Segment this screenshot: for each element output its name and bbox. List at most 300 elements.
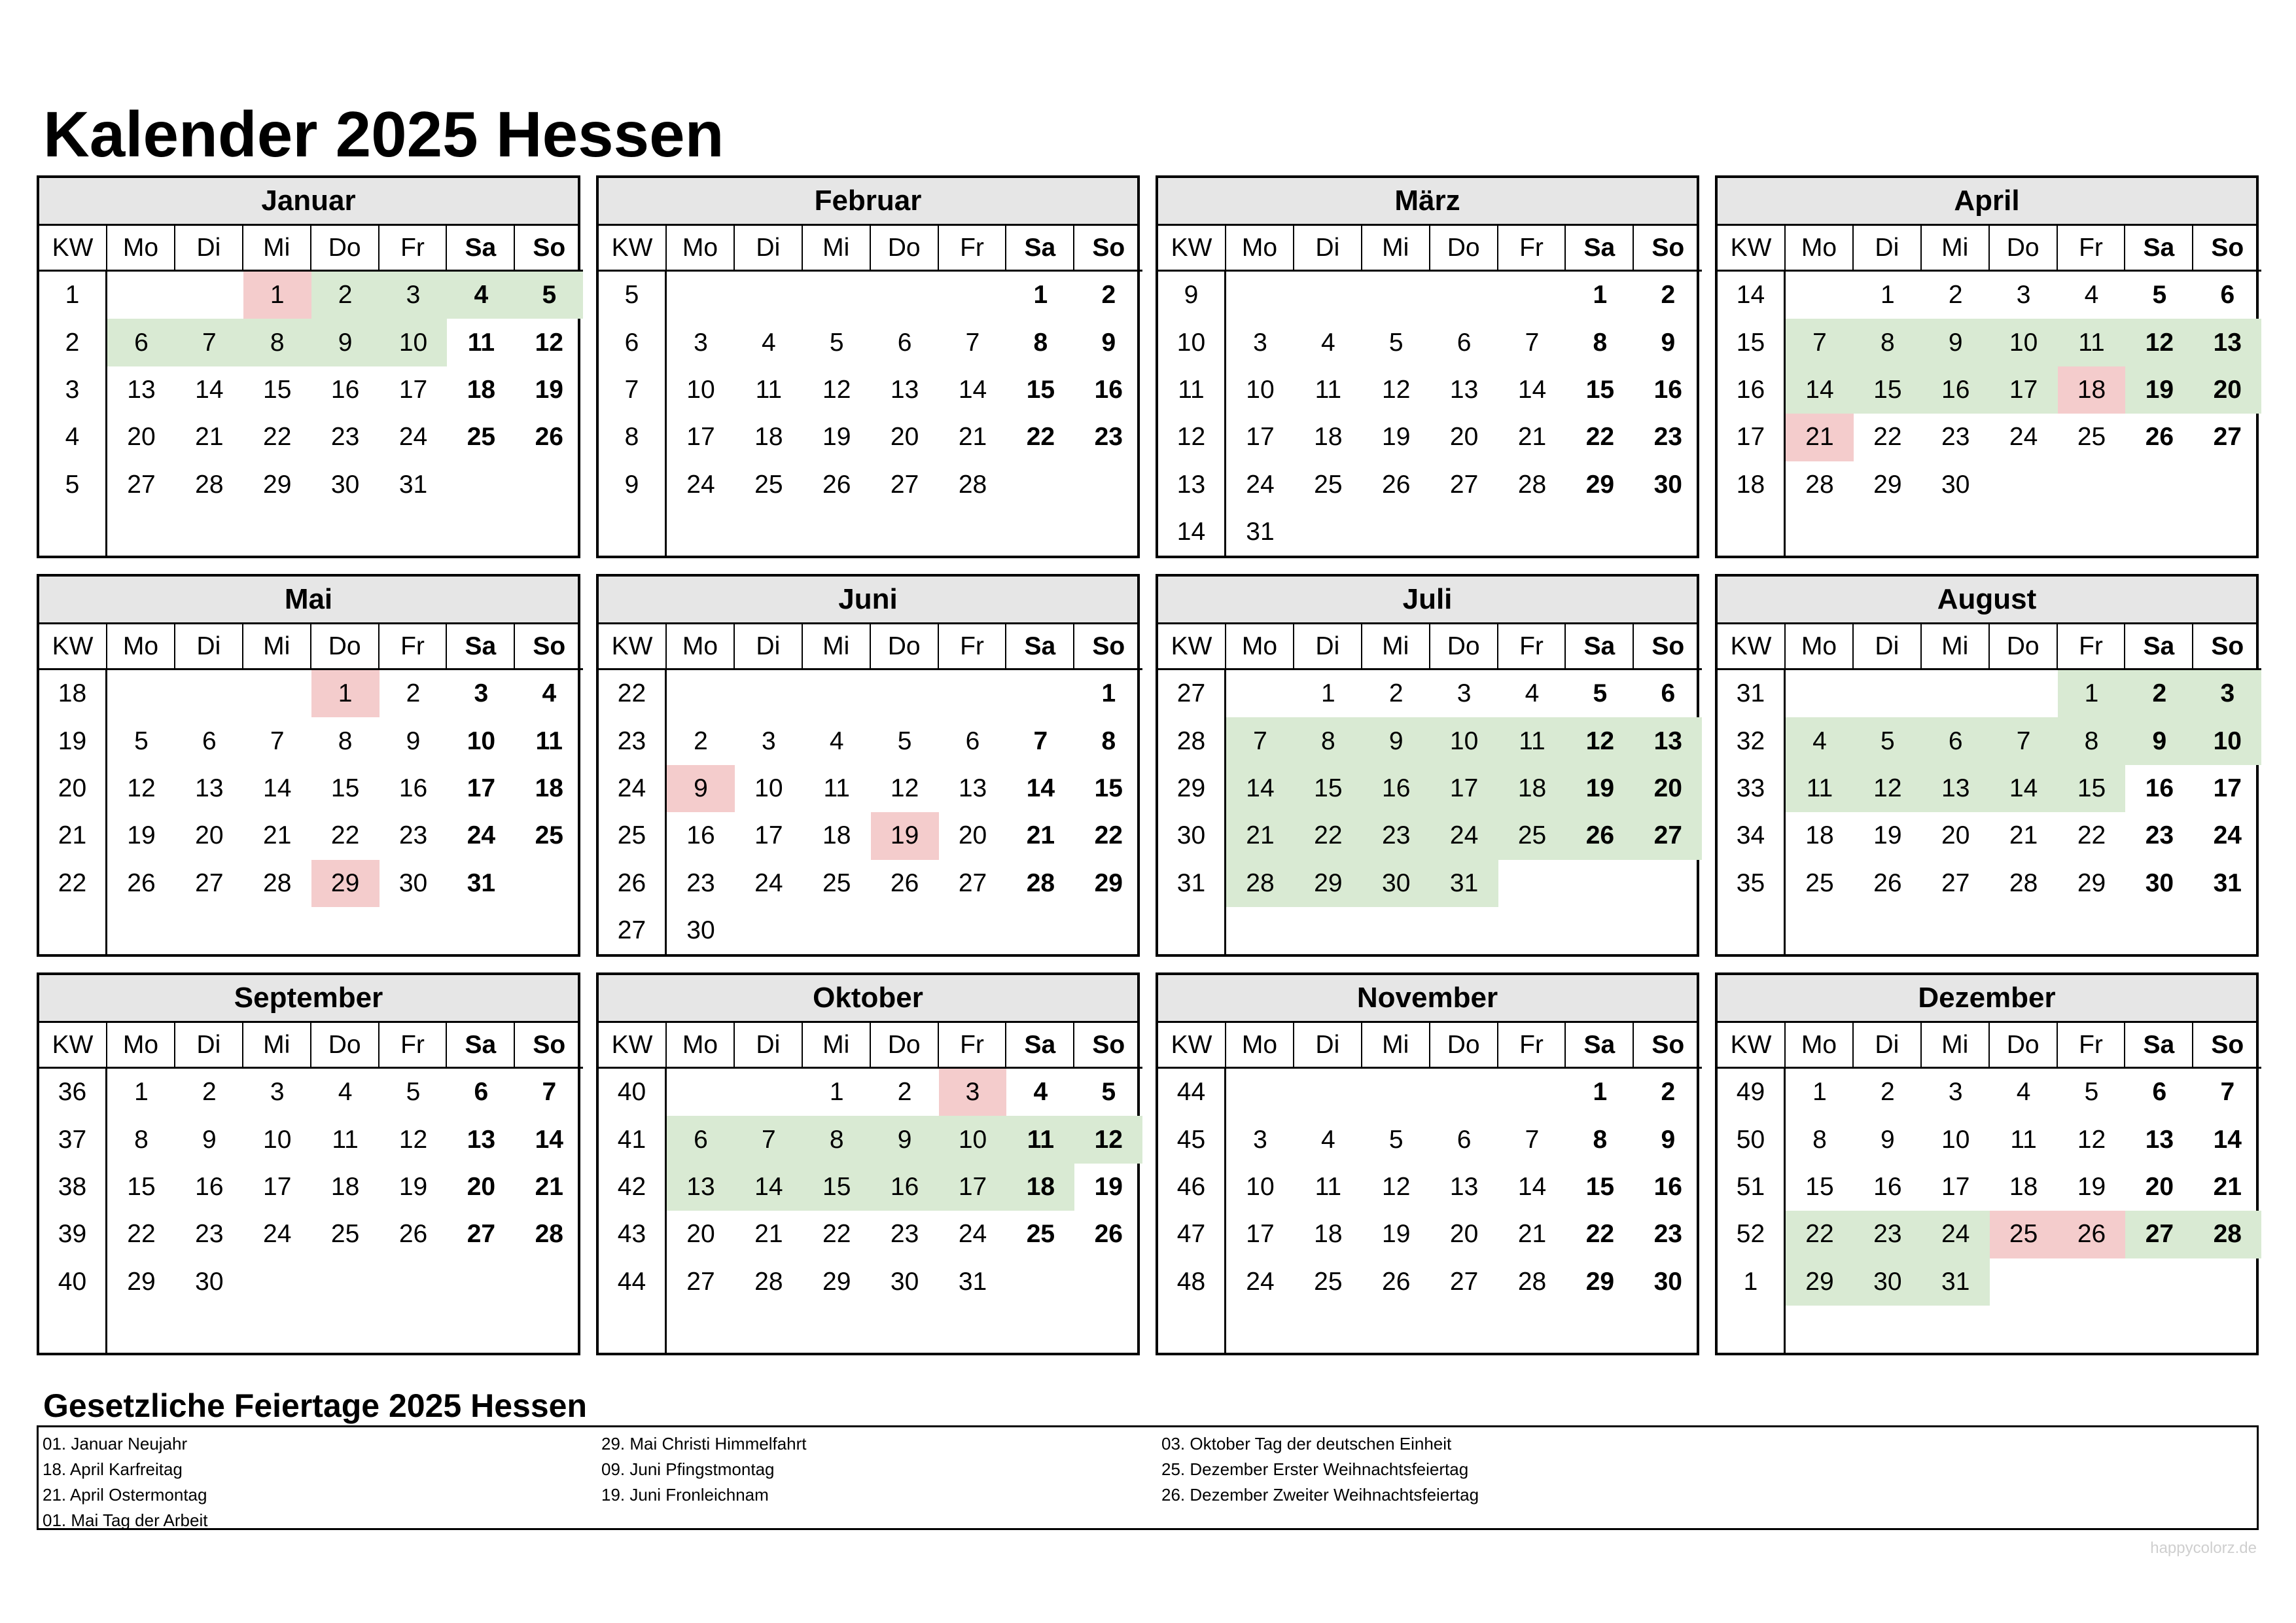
- day-cell: 7: [175, 319, 243, 366]
- week-number: [39, 508, 107, 556]
- day-cell: 3: [1253, 1125, 1267, 1154]
- empty-cell: [735, 1306, 803, 1353]
- day-cell: 5: [515, 272, 583, 319]
- day-cell: 9: [406, 726, 421, 755]
- week-number: 23: [599, 717, 667, 764]
- day-cell: 31: [2213, 868, 2242, 897]
- empty-cell: [2058, 461, 2126, 508]
- week-number: 27: [1158, 670, 1226, 717]
- day-cell: 23: [398, 821, 428, 850]
- day-cell: 24: [958, 1220, 987, 1249]
- day-cell: 19: [1873, 821, 1902, 850]
- day-cell: 15: [127, 1172, 156, 1201]
- empty-cell: [1990, 508, 2058, 556]
- weekday-header: So: [515, 624, 583, 670]
- day-cell: 22: [2077, 821, 2106, 850]
- month-grid: [1718, 1023, 2256, 1353]
- day-cell: 19: [2125, 366, 2193, 414]
- day-cell: 10: [1246, 1172, 1275, 1201]
- weekday-header: Di: [1294, 624, 1362, 670]
- day-cell: 22: [1585, 423, 1615, 452]
- week-number: 39: [39, 1211, 107, 1258]
- day-cell: 12: [1382, 1172, 1411, 1201]
- day-cell: 7: [2220, 1078, 2235, 1107]
- empty-cell: [667, 272, 735, 319]
- day-cell: 5: [1593, 679, 1608, 708]
- weekday-header: So: [515, 226, 583, 272]
- week-number: 2: [39, 319, 107, 366]
- empty-cell: [1294, 508, 1362, 556]
- empty-cell: [447, 907, 515, 954]
- month-grid: [1158, 1023, 1697, 1353]
- day-cell: 2: [202, 1078, 217, 1107]
- holidays-column-2: [601, 1431, 807, 1508]
- day-cell: 29: [1585, 470, 1615, 499]
- week-number: 1: [39, 272, 107, 319]
- week-number: 22: [39, 860, 107, 907]
- day-cell: 6: [965, 726, 980, 755]
- week-number: 9: [1158, 272, 1226, 319]
- day-cell: 10: [467, 726, 496, 755]
- day-cell: 16: [1653, 375, 1682, 404]
- day-cell: 17: [1246, 423, 1275, 452]
- day-cell: 1: [243, 272, 311, 319]
- empty-cell: [1226, 1069, 1294, 1116]
- week-number: 36: [39, 1069, 107, 1116]
- day-cell: 6: [1922, 717, 1990, 764]
- day-cell: 7: [1786, 319, 1854, 366]
- day-cell: 1: [1812, 1078, 1827, 1107]
- weekday-header: Mo: [107, 624, 175, 670]
- month-grid: [599, 1023, 1137, 1353]
- day-cell: 27: [1941, 868, 1970, 897]
- week-number: 37: [39, 1116, 107, 1163]
- month-0: [37, 175, 580, 558]
- day-cell: 5: [1101, 1078, 1116, 1107]
- weekday-header: Fr: [2058, 226, 2126, 272]
- empty-cell: [1498, 860, 1566, 907]
- day-cell: 25: [1498, 812, 1566, 859]
- day-cell: 28: [1517, 1267, 1547, 1296]
- day-cell: 23: [1653, 1220, 1682, 1249]
- day-cell: 14: [263, 774, 292, 802]
- weekday-header: Sa: [1566, 1023, 1634, 1069]
- empty-cell: [803, 670, 871, 717]
- day-cell: 12: [1854, 765, 1922, 812]
- day-cell: 18: [754, 423, 783, 452]
- day-cell: 12: [2125, 319, 2193, 366]
- holidays-column-3: [1161, 1431, 1479, 1508]
- day-cell: 29: [2077, 868, 2106, 897]
- day-cell: 13: [1449, 1172, 1479, 1201]
- day-cell: 22: [1786, 1211, 1854, 1258]
- weekday-header: Sa: [1006, 226, 1074, 272]
- week-number: 49: [1718, 1069, 1786, 1116]
- day-cell: 23: [195, 1220, 224, 1249]
- day-cell: 21: [535, 1172, 563, 1201]
- weekday-header: Fr: [380, 624, 448, 670]
- empty-cell: [1922, 508, 1990, 556]
- day-cell: 2: [1661, 1078, 1676, 1107]
- empty-cell: [515, 907, 583, 954]
- month-grid: [599, 624, 1137, 954]
- day-cell: 19: [127, 821, 156, 850]
- day-cell: 11: [1315, 375, 1342, 404]
- day-cell: 19: [535, 375, 563, 404]
- empty-cell: [1362, 1069, 1430, 1116]
- day-cell: 21: [263, 821, 292, 850]
- week-number: 5: [39, 461, 107, 508]
- day-cell: 13: [195, 774, 224, 802]
- weekday-header: KW: [599, 1023, 667, 1069]
- day-cell: 8: [803, 1116, 871, 1163]
- day-cell: 24: [1246, 470, 1275, 499]
- empty-cell: [1362, 907, 1430, 954]
- week-number: 44: [599, 1258, 667, 1306]
- empty-cell: [735, 508, 803, 556]
- day-cell: 18: [2009, 1172, 2038, 1201]
- weekday-header: Do: [1990, 624, 2058, 670]
- day-cell: 8: [338, 726, 353, 755]
- day-cell: 16: [686, 821, 715, 850]
- day-cell: 3: [939, 1069, 1007, 1116]
- day-cell: 27: [2213, 423, 2242, 452]
- weekday-header: Do: [1430, 1023, 1498, 1069]
- day-cell: 27: [686, 1267, 715, 1296]
- day-cell: 3: [1948, 1078, 1963, 1107]
- day-cell: 1: [2058, 670, 2126, 717]
- watermark: happycolorz.de: [2150, 1539, 2257, 1557]
- day-cell: 26: [1094, 1220, 1123, 1249]
- week-number: 46: [1158, 1164, 1226, 1211]
- empty-cell: [1854, 907, 1922, 954]
- empty-cell: [1566, 508, 1634, 556]
- week-number: 8: [599, 414, 667, 461]
- day-cell: 15: [1294, 765, 1362, 812]
- day-cell: 10: [1941, 1125, 1970, 1154]
- day-cell: 20: [467, 1172, 496, 1201]
- day-cell: 15: [1026, 375, 1055, 404]
- day-cell: 12: [1074, 1116, 1142, 1163]
- empty-cell: [515, 461, 583, 508]
- empty-cell: [939, 907, 1007, 954]
- day-cell: 30: [1362, 860, 1430, 907]
- day-cell: 19: [1566, 765, 1634, 812]
- day-cell: 14: [535, 1125, 563, 1154]
- day-cell: 15: [1094, 774, 1123, 802]
- empty-cell: [1566, 1306, 1634, 1353]
- weekday-header: Do: [871, 226, 939, 272]
- day-cell: 13: [1634, 717, 1702, 764]
- empty-cell: [107, 272, 175, 319]
- day-cell: 22: [1585, 1220, 1615, 1249]
- day-cell: 11: [2058, 319, 2126, 366]
- month-name: September: [39, 975, 578, 1023]
- empty-cell: [803, 1306, 871, 1353]
- day-cell: 10: [1430, 717, 1498, 764]
- day-cell: 6: [1457, 1125, 1472, 1154]
- day-cell: 3: [1253, 328, 1267, 357]
- day-cell: 16: [398, 774, 428, 802]
- day-cell: 2: [1101, 281, 1116, 310]
- day-cell: 12: [127, 774, 156, 802]
- holiday-entry: 01. Januar Neujahr: [43, 1434, 188, 1454]
- month-grid: [39, 624, 578, 954]
- day-cell: 11: [535, 726, 563, 755]
- day-cell: 27: [195, 868, 224, 897]
- week-number: 35: [1718, 860, 1786, 907]
- empty-cell: [735, 1069, 803, 1116]
- day-cell: 26: [1873, 868, 1902, 897]
- day-cell: 3: [2016, 281, 2031, 310]
- month-name: März: [1158, 178, 1697, 226]
- week-number: 12: [1158, 414, 1226, 461]
- weekday-header: Mo: [667, 1023, 735, 1069]
- day-cell: 15: [2058, 765, 2126, 812]
- month-name: August: [1718, 577, 2256, 624]
- day-cell: 6: [1661, 679, 1676, 708]
- weekday-header: KW: [1718, 1023, 1786, 1069]
- empty-cell: [939, 508, 1007, 556]
- day-cell: 17: [467, 774, 496, 802]
- day-cell: 6: [202, 726, 217, 755]
- empty-cell: [2058, 907, 2126, 954]
- day-cell: 11: [332, 1125, 359, 1154]
- weekday-header: Sa: [2125, 226, 2193, 272]
- day-cell: 4: [2016, 1078, 2031, 1107]
- day-cell: 8: [1033, 328, 1048, 357]
- day-cell: 8: [1294, 717, 1362, 764]
- week-number: 31: [1718, 670, 1786, 717]
- week-number: 29: [1158, 765, 1226, 812]
- weekday-header: Do: [311, 226, 380, 272]
- empty-cell: [1294, 907, 1362, 954]
- empty-cell: [1786, 1306, 1854, 1353]
- day-cell: 1: [1593, 281, 1608, 310]
- empty-cell: [1990, 1306, 2058, 1353]
- weekday-header: Sa: [447, 624, 515, 670]
- empty-cell: [1634, 907, 1702, 954]
- weekday-header: Mi: [1362, 624, 1430, 670]
- empty-cell: [1634, 508, 1702, 556]
- day-cell: 17: [939, 1164, 1007, 1211]
- month-name: Oktober: [599, 975, 1137, 1023]
- week-number: 15: [1718, 319, 1786, 366]
- week-number: 47: [1158, 1211, 1226, 1258]
- day-cell: 4: [1033, 1078, 1048, 1107]
- day-cell: 12: [1382, 375, 1411, 404]
- empty-cell: [1006, 670, 1074, 717]
- holidays-title: Gesetzliche Feiertage 2025 Hessen: [43, 1387, 588, 1424]
- day-cell: 26: [1382, 1267, 1411, 1296]
- empty-cell: [939, 1306, 1007, 1353]
- day-cell: 29: [1294, 860, 1362, 907]
- weekday-header: Mi: [243, 226, 311, 272]
- weekday-header: Di: [1294, 1023, 1362, 1069]
- day-cell: 26: [822, 470, 851, 499]
- day-cell: 4: [761, 328, 776, 357]
- day-cell: 10: [754, 774, 783, 802]
- month-grid: [1158, 226, 1697, 556]
- day-cell: 4: [447, 272, 515, 319]
- weekday-header: Sa: [2125, 1023, 2193, 1069]
- weekday-header: KW: [39, 226, 107, 272]
- empty-cell: [1786, 508, 1854, 556]
- day-cell: 30: [1854, 1258, 1922, 1306]
- holiday-entry: 01. Mai Tag der Arbeit: [43, 1510, 208, 1530]
- empty-cell: [667, 1069, 735, 1116]
- day-cell: 30: [1941, 470, 1970, 499]
- day-cell: 23: [1094, 423, 1123, 452]
- month-grid: [1158, 624, 1697, 954]
- weekday-header: Do: [311, 1023, 380, 1069]
- day-cell: 24: [398, 423, 428, 452]
- day-cell: 24: [263, 1220, 292, 1249]
- day-cell: 15: [330, 774, 360, 802]
- day-cell: 9: [1880, 1125, 1895, 1154]
- day-cell: 29: [311, 860, 380, 907]
- empty-cell: [1786, 272, 1854, 319]
- day-cell: 25: [754, 470, 783, 499]
- day-cell: 31: [958, 1267, 987, 1296]
- day-cell: 30: [1653, 1267, 1682, 1296]
- empty-cell: [1226, 272, 1294, 319]
- day-cell: 25: [2077, 423, 2106, 452]
- month-name: April: [1718, 178, 2256, 226]
- day-cell: 7: [270, 726, 285, 755]
- day-cell: 9: [667, 765, 735, 812]
- empty-cell: [1566, 907, 1634, 954]
- empty-cell: [871, 670, 939, 717]
- weekday-header: Fr: [2058, 624, 2126, 670]
- empty-cell: [243, 670, 311, 717]
- day-cell: 26: [1566, 812, 1634, 859]
- day-cell: 18: [535, 774, 563, 802]
- day-cell: 2: [694, 726, 708, 755]
- day-cell: 30: [1653, 470, 1682, 499]
- month-name: Juni: [599, 577, 1137, 624]
- month-grid: [599, 226, 1137, 556]
- weekday-header: Mo: [1786, 226, 1854, 272]
- day-cell: 30: [195, 1267, 224, 1296]
- weekday-header: Sa: [1566, 624, 1634, 670]
- holidays-list: [37, 1425, 2259, 1530]
- week-number: 25: [599, 812, 667, 859]
- empty-cell: [380, 907, 448, 954]
- day-cell: 10: [686, 375, 715, 404]
- day-cell: 8: [134, 1125, 149, 1154]
- day-cell: 5: [2084, 1078, 2099, 1107]
- day-cell: 8: [243, 319, 311, 366]
- day-cell: 31: [398, 470, 428, 499]
- day-cell: 7: [1226, 717, 1294, 764]
- week-number: 18: [1718, 461, 1786, 508]
- day-cell: 5: [897, 726, 912, 755]
- weekday-header: Di: [735, 624, 803, 670]
- month-name: Juli: [1158, 577, 1697, 624]
- week-number: 1: [1718, 1258, 1786, 1306]
- empty-cell: [447, 461, 515, 508]
- weekday-header: Di: [735, 1023, 803, 1069]
- day-cell: 9: [1362, 717, 1430, 764]
- day-cell: 29: [1786, 1258, 1854, 1306]
- empty-cell: [447, 1306, 515, 1353]
- day-cell: 22: [1873, 423, 1902, 452]
- day-cell: 6: [2220, 281, 2235, 310]
- week-number: 7: [599, 366, 667, 414]
- day-cell: 24: [1922, 1211, 1990, 1258]
- empty-cell: [515, 1306, 583, 1353]
- empty-cell: [871, 272, 939, 319]
- week-number: [1718, 508, 1786, 556]
- weekday-header: Fr: [939, 1023, 1007, 1069]
- day-cell: 1: [1593, 1078, 1608, 1107]
- day-cell: 10: [263, 1125, 292, 1154]
- day-cell: 28: [754, 1267, 783, 1296]
- day-cell: 26: [535, 423, 563, 452]
- day-cell: 2: [1880, 1078, 1895, 1107]
- month-grid: [39, 226, 578, 556]
- weekday-header: Do: [311, 624, 380, 670]
- empty-cell: [1362, 1306, 1430, 1353]
- day-cell: 3: [694, 328, 708, 357]
- day-cell: 4: [1320, 1125, 1335, 1154]
- weekday-header: KW: [1718, 226, 1786, 272]
- day-cell: 14: [2213, 1125, 2242, 1154]
- weekday-header: Fr: [939, 226, 1007, 272]
- month-1: [596, 175, 1140, 558]
- empty-cell: [1006, 508, 1074, 556]
- day-cell: 25: [1026, 1220, 1055, 1249]
- empty-cell: [1854, 1306, 1922, 1353]
- weekday-header: KW: [599, 226, 667, 272]
- weekday-header: Do: [1430, 624, 1498, 670]
- empty-cell: [311, 907, 380, 954]
- empty-cell: [2125, 907, 2193, 954]
- day-cell: 5: [2152, 281, 2167, 310]
- weekday-header: Do: [1430, 226, 1498, 272]
- week-number: 52: [1718, 1211, 1786, 1258]
- weekday-header: So: [1074, 226, 1142, 272]
- day-cell: 24: [2213, 821, 2242, 850]
- week-number: 5: [599, 272, 667, 319]
- day-cell: 17: [398, 375, 428, 404]
- weekday-header: Fr: [380, 226, 448, 272]
- day-cell: 14: [195, 375, 224, 404]
- week-number: 26: [599, 860, 667, 907]
- day-cell: 6: [667, 1116, 735, 1163]
- empty-cell: [1294, 272, 1362, 319]
- day-cell: 22: [1294, 812, 1362, 859]
- empty-cell: [1362, 508, 1430, 556]
- day-cell: 10: [1990, 319, 2058, 366]
- holiday-entry: 26. Dezember Zweiter Weihnachtsfeiertag: [1161, 1485, 1479, 1505]
- day-cell: 19: [2077, 1172, 2106, 1201]
- day-cell: 17: [1990, 366, 2058, 414]
- day-cell: 18: [1805, 821, 1834, 850]
- weekday-header: Di: [1854, 1023, 1922, 1069]
- day-cell: 7: [542, 1078, 557, 1107]
- day-cell: 7: [1033, 726, 1048, 755]
- day-cell: 22: [127, 1220, 156, 1249]
- day-cell: 3: [270, 1078, 285, 1107]
- day-cell: 25: [1805, 868, 1834, 897]
- day-cell: 2: [1661, 281, 1676, 310]
- day-cell: 8: [2058, 717, 2126, 764]
- weekday-header: Sa: [2125, 624, 2193, 670]
- week-number: 31: [1158, 860, 1226, 907]
- empty-cell: [515, 508, 583, 556]
